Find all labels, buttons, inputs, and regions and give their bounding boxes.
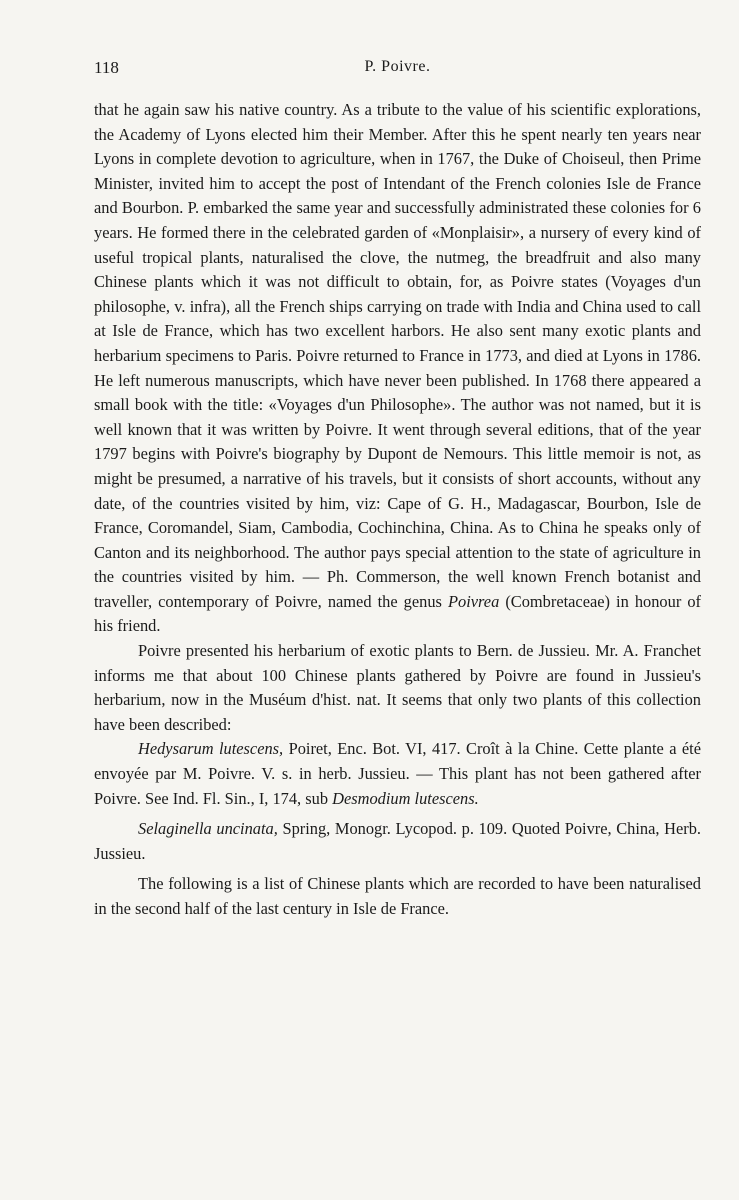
- page-number: 118: [94, 58, 119, 77]
- running-title: P. Poivre.: [364, 58, 431, 75]
- paragraph-herbarium: Poivre presented his herbarium of exotic plants to Bern. de Jussieu. Mr. A. Franchet informs me that about 100 Chinese plants gathered by Poivre are found in Jussieu's herbarium, now in the Muséum d'hist. nat. It seems that only two plants of this collection have been described:: [94, 641, 701, 734]
- paragraph-poivre-biography: [94, 98, 701, 639]
- species-citation: Spring, Monogr. Lycopod. p. 109. Quoted Poivre, China, Herb. Jussieu.: [94, 819, 701, 863]
- species-citation: Poiret, Enc. Bot. VI, 417. Croît à la Chine. Cette plante a été envoyée par M. Poivre. V. s. in herb. Jussieu. — This plant has not been gathered after Poivre. See Ind. Fl. Sin., I, 174, sub: [94, 739, 701, 808]
- paragraph-text: that he again saw his native country. As a tribute to the value of his scientific explorations, the Academy of Lyons elected him their Member. After this he spent nearly ten years near Lyons in complete devotion to agriculture, when in 1767, the Duke of Choiseul, then Prime Minister, invited him to accept the post of Intendant of the French colonies Isle de France and Bourbon. P. embarked the same year and successfully administrated these colonies for 6 years. He formed there in the celebrated garden of «Monplaisir», a nursery of every kind of useful tropical plants, naturalised the clove, the nutmeg, the breadfruit and also many Chinese plants which it was not difficult to obtain, for, as Poivre states (Voyages d'un philosophe, v. infra), all the French ships carrying on trade with India and China used to call at Isle de France, which has two excellent harbors. He also sent many exotic plants and herbarium specimens to Paris. Poivre returned to France in 1773, and died at Lyons in 1786. He left numerous manuscripts, which have never been published. In 1768 there appeared a small book with the title: «Voyages d'un Philosophe». The author was not named, but it is well known that it was written by Poivre. It went through several editions, that of the year 1797 begins with Poivre's biography by Dupont de Nemours. This little memoir is not, as might be presumed, a narrative of his travels, but it consists of short accounts, without any date, of the countries visited by him, viz: Cape of G. H., Madagascar, Bourbon, Isle de France, Coromandel, Siam, Cambodia, Cochinchina, China. As to China he speaks only of Canton and its neighborhood. The author pays special attention to the state of agriculture in the countries visited by him. — Ph. Commerson, the well known French botanist and traveller, contemporary of Poivre, named the genus: [94, 100, 701, 611]
- genus-name: Poivrea: [447, 591, 500, 611]
- page-header: [94, 58, 701, 92]
- species-name: Hedysarum lutescens,: [138, 739, 284, 759]
- paragraph-naturalised-list-intro: The following is a list of Chinese plants which are recorded to have been naturalised in the second half of the last century in Isle de France.: [94, 874, 701, 918]
- species-name: Selaginella uncinata,: [138, 819, 278, 839]
- paragraph-selaginella: [94, 817, 701, 866]
- body-text: [94, 98, 701, 922]
- paragraph-text-end: (Combretaceae) in honour of his friend.: [94, 591, 701, 636]
- paragraph-hedysarum: [94, 737, 701, 811]
- synonym-name: Desmodium lutescens.: [332, 788, 479, 808]
